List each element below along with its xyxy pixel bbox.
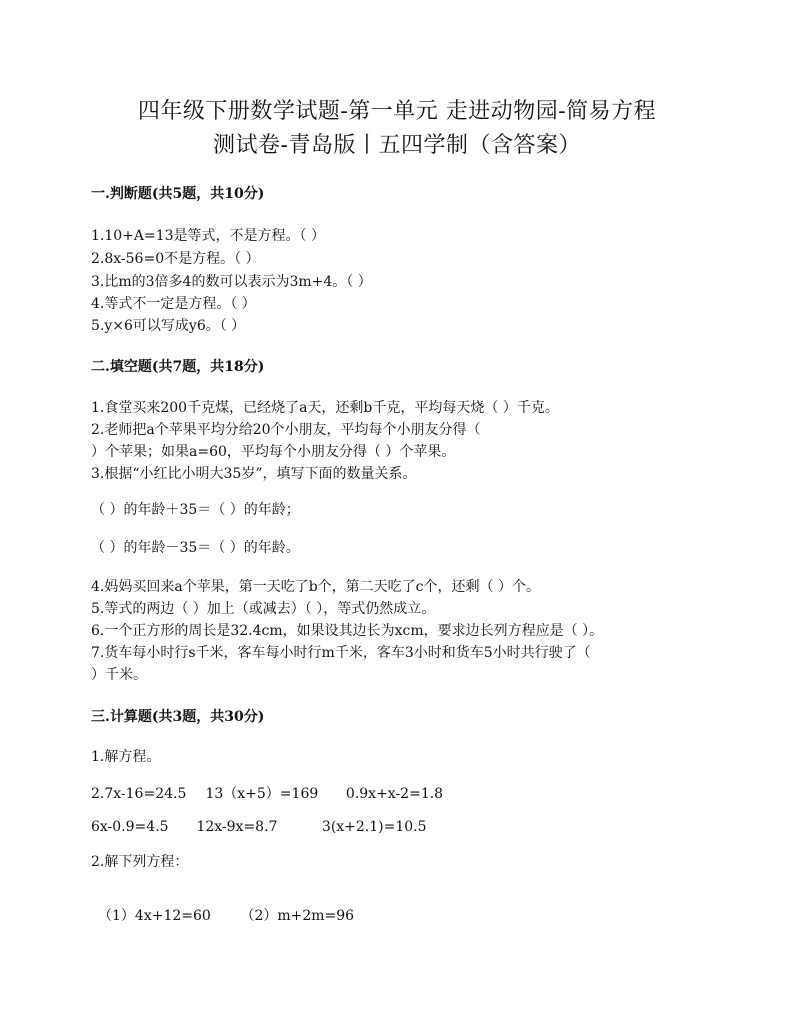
equation-row — [91, 819, 427, 835]
question-line: 3.根据“小红比小明大35岁”，填写下面的数量关系。 — [91, 466, 417, 482]
page-title-line2: 测试卷-青岛版丨五四学制（含答案） — [213, 133, 581, 158]
question-line: 4.妈妈买回来a个苹果，第一天吃了b个，第二天吃了c个，还剩（ ）个。 — [91, 579, 540, 595]
equation: 3(x+2.1)=10.5 — [321, 819, 427, 835]
question-line: ）千米。 — [91, 667, 147, 683]
question-line: 7.货车每小时行s千米，客车每小时行m千米，客车3小时和货车5小时共行驶了（ — [91, 645, 591, 661]
equation: （1）4x+12=60 — [98, 908, 211, 924]
equation-row — [91, 783, 443, 803]
question-line: 4.等式不一定是方程。（ ） — [91, 296, 256, 312]
equation: 12x-9x=8.7 — [196, 819, 278, 835]
equation-row — [98, 905, 354, 925]
question-line: 1.食堂买来200千克煤，已经烧了a天，还剩b千克，平均每天烧（ ）千克。 — [91, 400, 559, 416]
question-line: 1.10+A=13是等式，不是方程。（ ） — [91, 228, 326, 244]
question-line: 5.y×6可以写成y6。（ ） — [91, 318, 246, 334]
question-line: 2.8x-56=0不是方程。（ ） — [91, 251, 260, 267]
question-line: 5.等式的两边（ ）加上（或减去）（ ），等式仍然成立。 — [91, 601, 436, 617]
page-title-line1: 四年级下册数学试题-第一单元 走进动物园-简易方程 — [137, 99, 657, 124]
equation: 2.7x-16=24.5 — [91, 786, 187, 802]
equation: 6x-0.9=4.5 — [91, 819, 169, 835]
question-line: 6.一个正方形的周长是32.4cm，如果设其边长为xcm，要求边长列方程应是（ ）。 — [91, 623, 604, 639]
equation: 0.9x+x-2=1.8 — [345, 786, 444, 802]
question-line: ）个苹果；如果a=60，平均每个小朋友分得（ ）个苹果。 — [91, 444, 456, 460]
section-heading-judgement: 一.判断题(共5题，共10分) — [91, 186, 265, 202]
equation: 13（x+5）=169 — [205, 786, 319, 802]
question-label: 1.解方程。 — [91, 749, 161, 765]
question-line: 3.比m的3倍多4的数可以表示为3m+4。（ ） — [91, 274, 372, 290]
question-line: 2.老师把a个苹果平均分给20个小朋友，平均每个小朋友分得（ — [91, 422, 481, 438]
section-heading-fill-blank: 二.填空题(共7题，共18分) — [91, 359, 265, 375]
question-label: 2.解下列方程： — [91, 854, 189, 870]
equation: （2）m+2m=96 — [240, 908, 355, 924]
question-line: （ ）的年龄＋35＝（ ）的年龄； — [91, 502, 300, 518]
section-heading-calculation: 三.计算题(共3题，共30分) — [91, 709, 265, 725]
question-line: （ ）的年龄－35＝（ ）的年龄。 — [91, 540, 300, 556]
